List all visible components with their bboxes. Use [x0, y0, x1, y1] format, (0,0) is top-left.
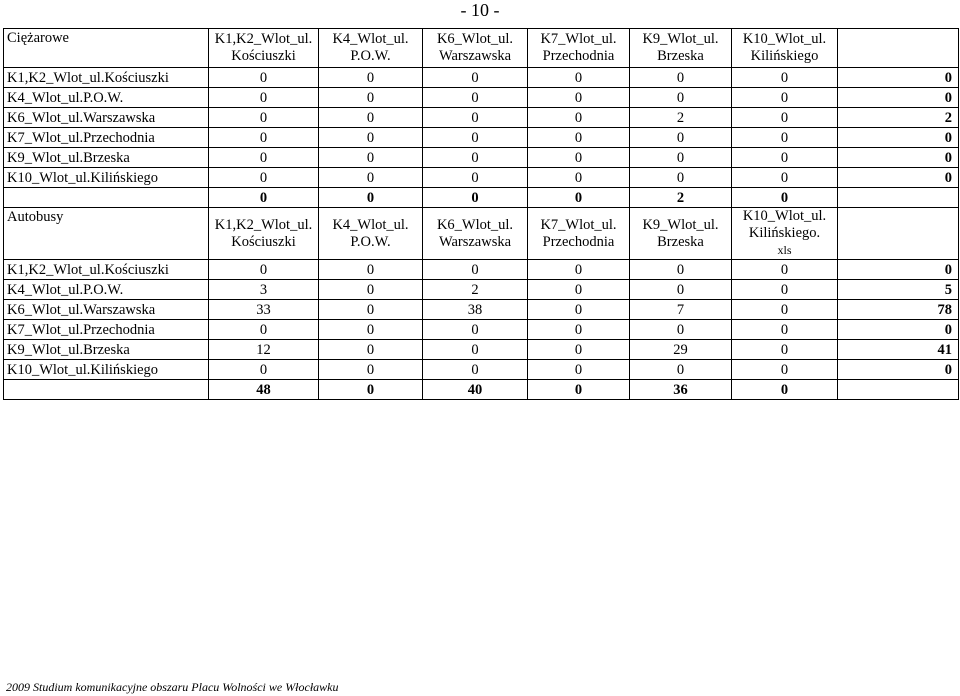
- table-cell: 0: [319, 168, 423, 188]
- table-cell: 0: [209, 88, 319, 108]
- table-cell: 0: [423, 168, 528, 188]
- table-cell: 0: [732, 168, 838, 188]
- column-sum: 0: [528, 188, 630, 208]
- table-cell: 0: [528, 88, 630, 108]
- table-cell: 33: [209, 300, 319, 320]
- table-cell: 0: [528, 108, 630, 128]
- table-cell: 0: [423, 320, 528, 340]
- column-header-line: Kościuszki: [231, 48, 296, 64]
- column-header-line: Brzeska: [657, 233, 704, 250]
- table-cell: 0: [528, 280, 630, 300]
- table-cell: 0: [319, 340, 423, 360]
- column-header: [732, 208, 838, 260]
- table-cell: 0: [528, 128, 630, 148]
- row-label: K4_Wlot_ul.P.O.W.: [4, 88, 209, 108]
- row-total: 0: [838, 68, 959, 88]
- table-cell: 0: [630, 168, 732, 188]
- row-total: 0: [838, 88, 959, 108]
- table-row: [4, 260, 959, 280]
- table-cell: 29: [630, 340, 732, 360]
- footer-text: 2009 Studium komunikacyjne obszaru Placu Wolności we Włocławku: [6, 680, 339, 694]
- column-header: [209, 208, 319, 260]
- table-cell: 0: [319, 300, 423, 320]
- column-header-line: Warszawska: [438, 48, 512, 64]
- table-cell: 0: [209, 148, 319, 168]
- table-cell: 0: [630, 128, 732, 148]
- table-cell: 0: [732, 108, 838, 128]
- page-number: - 10 -: [460, 0, 500, 20]
- table-cell: 0: [528, 260, 630, 280]
- table-row: [4, 108, 959, 128]
- table-cell: 0: [630, 320, 732, 340]
- row-label: K6_Wlot_ul.Warszawska: [4, 300, 209, 320]
- column-header: [319, 208, 423, 260]
- table-cell: 0: [732, 300, 838, 320]
- table-cell: 0: [209, 360, 319, 380]
- table-row: [4, 128, 959, 148]
- column-header: [528, 208, 630, 260]
- table-cell: 0: [630, 280, 732, 300]
- table-row: [4, 68, 959, 88]
- table-cell: 0: [423, 128, 528, 148]
- column-header-line: K9_Wlot_ul.: [642, 216, 719, 233]
- table-cell: 0: [423, 108, 528, 128]
- table-cell: 0: [630, 88, 732, 108]
- total-header-cell: [838, 208, 959, 260]
- column-header: [209, 29, 319, 68]
- table-cell: 0: [319, 280, 423, 300]
- table-cell: 0: [423, 260, 528, 280]
- column-sum: 0: [423, 188, 528, 208]
- table-cell: 0: [630, 148, 732, 168]
- table-cell: 0: [732, 280, 838, 300]
- table-cell: 38: [423, 300, 528, 320]
- column-header-line: Warszawska: [438, 233, 512, 250]
- table-cell: 0: [319, 148, 423, 168]
- row-label: K1,K2_Wlot_ul.Kościuszki: [4, 260, 209, 280]
- table-row: [4, 360, 959, 380]
- column-header-line: K7_Wlot_ul.: [540, 31, 617, 47]
- table-cell: 0: [209, 168, 319, 188]
- table-cell: 0: [732, 148, 838, 168]
- column-header: [732, 29, 838, 68]
- column-header-line: K4_Wlot_ul.: [332, 31, 409, 47]
- table-cell: 0: [528, 148, 630, 168]
- table-cell: 0: [732, 68, 838, 88]
- table-cell: 0: [528, 340, 630, 360]
- column-header-line: Kilińskiego.: [748, 225, 821, 241]
- row-label: K9_Wlot_ul.Brzeska: [4, 340, 209, 360]
- table-row: [4, 88, 959, 108]
- column-sum: 40: [423, 380, 528, 400]
- table-cell: 7: [630, 300, 732, 320]
- table-cell: 0: [732, 340, 838, 360]
- table-cell: 0: [528, 68, 630, 88]
- table-cell: 12: [209, 340, 319, 360]
- table-cell: 0: [319, 320, 423, 340]
- table-cell: 0: [528, 320, 630, 340]
- table-cell: 0: [209, 260, 319, 280]
- row-label: K4_Wlot_ul.P.O.W.: [4, 280, 209, 300]
- column-sum-row: [4, 380, 959, 400]
- section-title: Ciężarowe: [4, 29, 209, 68]
- table-cell: 2: [423, 280, 528, 300]
- table-cell: 0: [732, 88, 838, 108]
- column-header-line: K7_Wlot_ul.: [540, 216, 617, 233]
- column-sum: 0: [209, 188, 319, 208]
- total-header-cell: [838, 29, 959, 68]
- table-cell: 0: [319, 360, 423, 380]
- column-header-line: Brzeska: [657, 48, 704, 64]
- sum-row-blank: [838, 380, 959, 400]
- row-total: 0: [838, 260, 959, 280]
- column-header: [319, 29, 423, 68]
- table-row: [4, 300, 959, 320]
- table-cell: 0: [528, 168, 630, 188]
- row-label: K7_Wlot_ul.Przechodnia: [4, 320, 209, 340]
- column-header: [423, 208, 528, 260]
- sum-row-blank: [838, 188, 959, 208]
- table-row: [4, 148, 959, 168]
- row-label: K7_Wlot_ul.Przechodnia: [4, 128, 209, 148]
- column-sum: 0: [732, 188, 838, 208]
- table-cell: 0: [630, 360, 732, 380]
- section-header-row: [4, 208, 959, 260]
- column-header: [528, 29, 630, 68]
- table-cell: 0: [319, 68, 423, 88]
- column-header-line: P.O.W.: [350, 233, 391, 250]
- row-total: 0: [838, 128, 959, 148]
- column-header-line: K6_Wlot_ul.: [436, 31, 514, 47]
- table-cell: 0: [423, 68, 528, 88]
- column-sum: 48: [209, 380, 319, 400]
- table-cell: 0: [732, 128, 838, 148]
- column-header-line: Przechodnia: [542, 48, 615, 64]
- traffic-table: [3, 28, 959, 400]
- column-header-line: K1,K2_Wlot_ul.: [214, 31, 313, 47]
- table-cell: 0: [630, 260, 732, 280]
- table-cell: 0: [528, 360, 630, 380]
- column-header-line: K9_Wlot_ul.: [642, 31, 719, 47]
- column-sum: 36: [630, 380, 732, 400]
- table-cell: 0: [423, 360, 528, 380]
- row-total: 0: [838, 360, 959, 380]
- row-label: K10_Wlot_ul.Kilińskiego: [4, 168, 209, 188]
- table-cell: 0: [319, 88, 423, 108]
- column-sum: 0: [528, 380, 630, 400]
- table-cell: 0: [319, 108, 423, 128]
- column-header-line: Przechodnia: [542, 233, 615, 250]
- table-row: [4, 168, 959, 188]
- column-header-line: P.O.W.: [350, 48, 391, 64]
- table-cell: 0: [732, 360, 838, 380]
- column-sum-row: [4, 188, 959, 208]
- table-cell: 0: [319, 128, 423, 148]
- row-label: K6_Wlot_ul.Warszawska: [4, 108, 209, 128]
- column-header-line: Kilińskiego: [750, 48, 819, 64]
- row-label: K10_Wlot_ul.Kilińskiego: [4, 360, 209, 380]
- table-cell: 0: [423, 148, 528, 168]
- table-cell: 0: [209, 108, 319, 128]
- column-header-line: xls: [777, 243, 792, 257]
- section-header-row: [4, 29, 959, 68]
- table-cell: 2: [630, 108, 732, 128]
- table-cell: 0: [423, 340, 528, 360]
- table-row: [4, 340, 959, 360]
- column-header-line: Kościuszki: [231, 233, 296, 250]
- row-label: K9_Wlot_ul.Brzeska: [4, 148, 209, 168]
- section-title: Autobusy: [4, 208, 209, 260]
- table-row: [4, 280, 959, 300]
- row-total: 0: [838, 168, 959, 188]
- column-header-line: K10_Wlot_ul.: [742, 208, 827, 224]
- table-cell: 0: [732, 320, 838, 340]
- table-cell: 0: [630, 68, 732, 88]
- sum-row-blank: [4, 188, 209, 208]
- column-header: [423, 29, 528, 68]
- row-label: K1,K2_Wlot_ul.Kościuszki: [4, 68, 209, 88]
- column-header-line: K10_Wlot_ul.: [742, 31, 827, 47]
- row-total: 0: [838, 320, 959, 340]
- table-cell: 0: [209, 68, 319, 88]
- row-total: 0: [838, 148, 959, 168]
- column-header: [630, 208, 732, 260]
- column-header-line: K6_Wlot_ul.: [436, 216, 514, 233]
- column-sum: 0: [319, 380, 423, 400]
- column-sum: 2: [630, 188, 732, 208]
- row-total: 5: [838, 280, 959, 300]
- column-header-line: K4_Wlot_ul.: [332, 216, 409, 233]
- table-cell: 0: [319, 260, 423, 280]
- table-cell: 0: [528, 300, 630, 320]
- table-cell: 0: [209, 320, 319, 340]
- row-total: 41: [838, 340, 959, 360]
- row-total: 2: [838, 108, 959, 128]
- table-cell: 0: [209, 128, 319, 148]
- table-cell: 0: [732, 260, 838, 280]
- sum-row-blank: [4, 380, 209, 400]
- column-header-line: K1,K2_Wlot_ul.: [214, 216, 313, 233]
- column-sum: 0: [319, 188, 423, 208]
- table-cell: 0: [423, 88, 528, 108]
- column-sum: 0: [732, 380, 838, 400]
- row-total: 78: [838, 300, 959, 320]
- table-row: [4, 320, 959, 340]
- column-header: [630, 29, 732, 68]
- table-cell: 3: [209, 280, 319, 300]
